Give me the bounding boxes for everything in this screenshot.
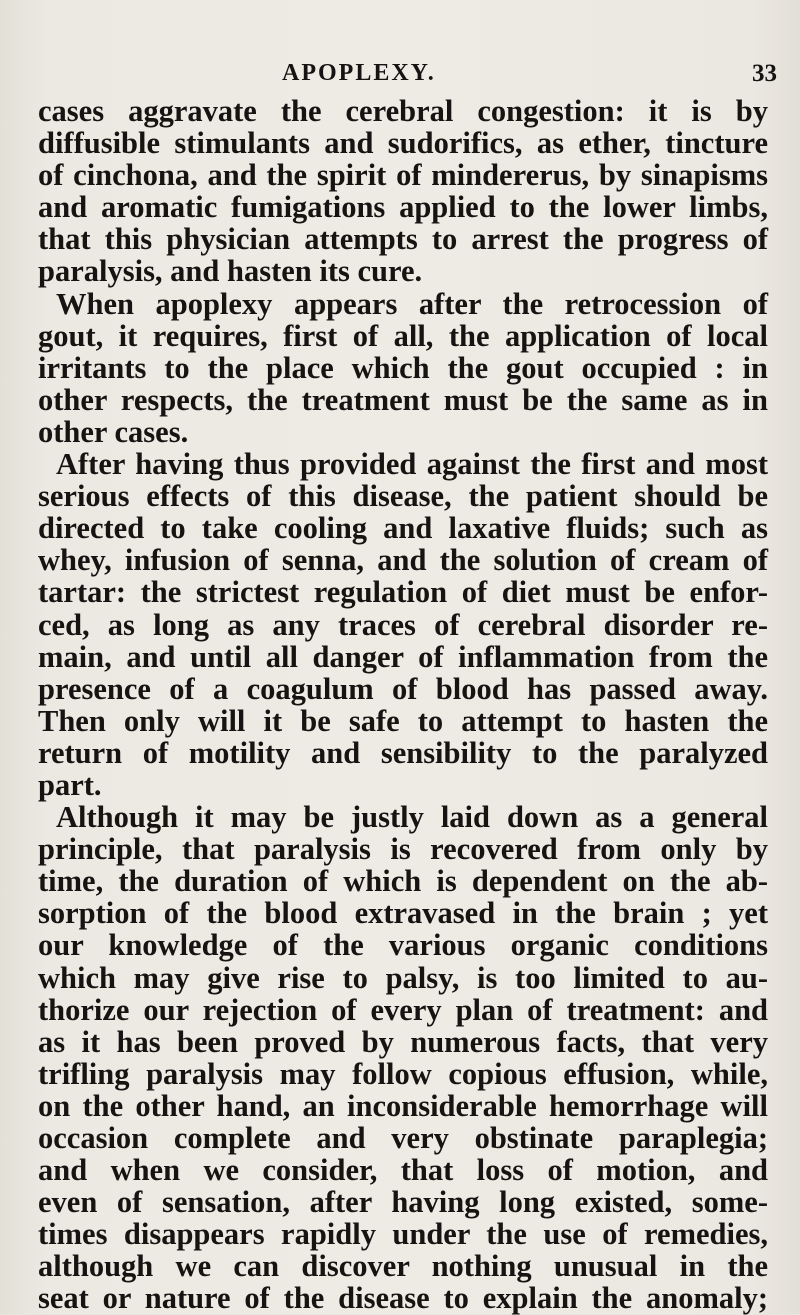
text-line: ced, as long as any traces of cerebral disorder re- xyxy=(38,607,768,642)
text-line: return of motility and sensibility to the paralyzed xyxy=(38,735,768,770)
text-line: part. xyxy=(38,767,102,802)
text-line: other respects, the treatment must be the same as in xyxy=(38,382,768,417)
text-line: other cases. xyxy=(38,414,189,449)
text-line: seat or nature of the disease to explain the anomaly; xyxy=(38,1281,768,1315)
text-line: as it has been proved by numerous facts, that very xyxy=(38,1024,768,1059)
text-line: and aromatic fumigations applied to the lower limbs, xyxy=(38,190,768,225)
text-line: which may give rise to palsy, is too limited to au- xyxy=(38,960,768,995)
paragraph xyxy=(38,448,768,801)
text-line: whey, infusion of senna, and the solution of cream of xyxy=(38,543,768,578)
text-line: main, and until all danger of inflammation from the xyxy=(38,639,768,674)
text-line: diffusible stimulants and sudorifics, as ether, tincture xyxy=(38,126,768,161)
text-line: thorize our rejection of every plan of treatment: and xyxy=(38,992,768,1027)
text-line: Then only will it be safe to attempt to hasten the xyxy=(38,703,768,738)
text-line: tartar: the strictest regulation of diet must be enfor- xyxy=(38,575,768,610)
text-line: Although it may be justly laid down as a general xyxy=(56,800,768,835)
text-line: After having thus provided against the first and most xyxy=(56,447,768,482)
text-line: that this physician attempts to arrest the progress of xyxy=(38,222,768,257)
text-line: paralysis, and hasten its cure. xyxy=(38,254,423,289)
text-line: times disappears rapidly under the use of remedies, xyxy=(38,1217,768,1252)
body-text xyxy=(38,95,768,1315)
paragraph xyxy=(38,801,768,1315)
text-line: sorption of the blood extravased in the brain ; yet xyxy=(38,896,768,931)
paragraph xyxy=(38,288,768,448)
running-head xyxy=(0,60,800,90)
text-line: When apoplexy appears after the retrocession of xyxy=(56,286,768,321)
text-line: on the other hand, an inconsiderable hemorrhage will xyxy=(38,1088,768,1123)
text-line: gout, it requires, first of all, the application of local xyxy=(38,318,768,353)
text-line: serious effects of this disease, the patient should be xyxy=(38,479,768,514)
paragraph xyxy=(38,95,768,288)
text-line: and when we consider, that loss of motion, and xyxy=(38,1153,768,1188)
text-line: directed to take cooling and laxative fluids; such as xyxy=(38,511,768,546)
text-line: of cinchona, and the spirit of mindererus, by sinapisms xyxy=(38,158,768,193)
text-line: cases aggravate the cerebral congestion: it is by xyxy=(38,94,768,128)
text-line: irritants to the place which the gout occupied : in xyxy=(38,350,768,385)
text-line: occasion complete and very obstinate paraplegia; xyxy=(38,1121,768,1155)
running-title: APOPLEXY. xyxy=(282,60,436,86)
text-line: time, the duration of which is dependent on the ab- xyxy=(38,864,768,899)
text-line: principle, that paralysis is recovered from only by xyxy=(38,832,768,867)
page-number: 33 xyxy=(752,60,777,87)
text-line: even of sensation, after having long existed, some- xyxy=(38,1185,768,1220)
text-line: although we can discover nothing unusual in the xyxy=(38,1249,768,1284)
text-line: trifling paralysis may follow copious effusion, while, xyxy=(38,1056,768,1091)
text-line: presence of a coagulum of blood has passed away. xyxy=(38,671,768,706)
text-line: our knowledge of the various organic conditions xyxy=(38,928,768,963)
